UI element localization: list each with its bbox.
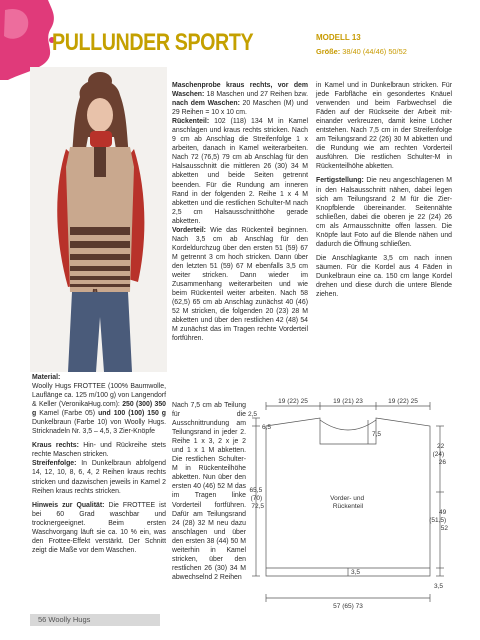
- dim-left-long-3: 72,5: [251, 503, 264, 510]
- piece-label-2: Rückenteil: [332, 503, 364, 510]
- rueckenteil-label: Rückenteil:: [172, 118, 210, 126]
- maschenprobe-text: 18 Maschen und 27 Reihen bzw.: [206, 91, 308, 99]
- hinweis-text: Die FROTTEE ist bei 60 Grad waschbar und trocknergeeignet. Beim ersten Waschvorgang läuft sie ca. 10 % ein, was den Frottee-Effekt verstärkt. Der Schnitt zeigt die Maße vor dem Waschen.: [32, 501, 166, 554]
- column-right: [316, 81, 452, 304]
- vorderteil-continued-text: Nach 7,5 cm ab Teilung für die Ausschnittrundung am Teilungsrand in jeder 2. Reihe 1 x 3, 2 x je 2 und 1 x 1 M abketten. Die restlichen Schulter-M in Rückenteilhöhe abketten. Nun über den ersten 40 (46) 52 M das im Tragen linke Vorderteil fortführen. Dafür am Teilungsrand 24 (28) 32 M neu dazu anschlagen und über den ersten 38 (44) 50 M weiterhin in Kamel stricken, über den restlichen 26 (30) 34 M abwechselnd 2 Reihen: [172, 402, 246, 581]
- material-text: Woolly Hugs FROTTEE (100% Baumwolle, Lauflänge ca. 125 m/100 g) von Langendorf & Keller (VeronikaHug.com):: [32, 383, 166, 409]
- kraus-section: [32, 441, 166, 495]
- fertigstellung-label: Fertigstellung:: [316, 177, 364, 185]
- column-middle: [172, 81, 308, 348]
- dim-armhole-1: 22: [436, 443, 445, 450]
- fertigstellung-section: [316, 176, 452, 248]
- model-number: MODELL 13: [316, 33, 361, 42]
- column-middle-continued: [172, 401, 246, 582]
- nach-waschen-text: 20 Maschen (M) und 29 Reihen = 10 x 10 cm.: [172, 100, 308, 117]
- dim-hem-right: 3,5: [434, 583, 444, 590]
- vorderteil-text: Wie das Rückenteil beginnen. Nach 3,5 cm ab Anschlag für den Kordeldurchzug über den ersten 51 (59) 67 M getrennt 3 cm hoch stricken. Dann über den letzten 51 (59) 67 M ebenfalls 3,5 cm weiter stricken. Dann wieder im Zusammenhang weiterarbeiten und wie beim Rückenteil weiter arbeiten. Nach 58 (62,5) 65 cm ab Anschlag zunächst 40 (46) 52 M stricken, die folgenden 20 (23) 28 M abketten und über den restlichen 42 (48) 54 M zunächst das im Tragen rechte Vorderteil fortführen.: [172, 226, 308, 343]
- dim-armhole: [433, 443, 447, 466]
- dim-left-mid: 6,5: [262, 424, 272, 431]
- dim-armhole-2: (24): [432, 451, 445, 458]
- amount-camel-rest: Kamel (Farbe 05): [39, 410, 96, 418]
- dim-right-long: [429, 509, 448, 532]
- footer-text: 56 Woolly Hugs: [38, 615, 91, 624]
- pattern-schematic: [248, 396, 450, 612]
- maschenprobe-section: [172, 81, 308, 343]
- dim-top-right: 19 (22) 25: [388, 398, 418, 405]
- nach-waschen-label: nach dem Waschen:: [172, 100, 240, 108]
- streifen-label: Streifenfolge:: [32, 460, 77, 468]
- dim-left-long-1: 65,5: [249, 487, 263, 494]
- maschenprobe-label: Maschenprobe kraus rechts, vor dem Waschen:: [172, 82, 308, 99]
- hinweis-section: [32, 501, 166, 555]
- dim-left-top: 2,5: [248, 411, 258, 418]
- model-photo: [30, 67, 167, 372]
- dim-top-mid: 19 (21) 23: [333, 398, 363, 405]
- dim-neck: 7,5: [372, 431, 382, 438]
- material-label: Material:: [32, 374, 61, 381]
- streifen-text: In Dunkelbraun abfolgend 14, 12, 10, 8, 6, 4, 2 Reihen kraus rechts stricken und dazwischen jeweils in Kamel 2 Reihen kraus rechts stricken.: [32, 460, 166, 495]
- amount-brown-rest: Dunkelbraun (Farbe 10) von Woolly Hugs. Stricknadeln Nr. 3,5 – 4,5, 3 Zier-Knöpfe: [32, 419, 166, 436]
- dim-top-left: 19 (22) 25: [278, 398, 308, 405]
- kordel-text: Die Anschlagkante 3,5 cm nach innen säumen. Für die Kordel aus 4 Fäden in Dunkelbraun eine ca. 150 cm lange Kordel drehen und diese durch die untere Blende ziehen.: [316, 254, 452, 299]
- dim-right-long-2: (51,5): [429, 517, 447, 524]
- size-value: 38/40 (44/46) 50/52: [342, 47, 407, 56]
- page-title: PULLUNDER SPORTY: [52, 29, 254, 56]
- vorderteil-label: Vorderteil:: [172, 226, 206, 234]
- kraus-label: Kraus rechts:: [32, 442, 79, 450]
- material-section: [32, 373, 166, 436]
- size-label: Größe:: [316, 47, 341, 56]
- amount-brown: und 100 (100) 150 g: [98, 410, 167, 418]
- dim-armhole-3: 26: [438, 459, 446, 466]
- column-left: [32, 373, 166, 560]
- column3-text: in Kamel und in Dunkelbraun stricken. Für jede Farbfläche ein gesondertes Knäuel verwenden und beim Farbwechsel die Fäden auf der Rückseite der Arbeit mit-einander verkreuzen, damit keine Löcher entstehen. Nach 7,5 cm in der Streifenfolge am Teilungsrand 22 (26) 30 M abketten und die Rundung wie am rechten Vorderteil ausführen. Die restlichen Schulter-M in Rückenteilhöhe abketten.: [316, 82, 452, 171]
- rueckenteil-text: 102 (118) 134 M in Kamel anschlagen und kraus rechts stricken. Nach 9 cm ab Anschlag die Streifenfolge 1 x arbeiten, danach in Kamel weiterarbeiten. Nach 72 (76,5) 79 cm ab Anschlag für den Halsausschnitt die mittleren 26 (30) 34 M abketten und beide Seiten getrennt beenden. Für die Rundung am inneren Rand in der folgenden 2. Reihe 1 x 4 M abketten und die restlichen Schulter-M nach 2,5 cm Halsausschnitthöhe gerade abketten.: [172, 118, 309, 225]
- dim-right-long-3: 52: [440, 525, 448, 532]
- dim-bottom: 57 (65) 73: [333, 603, 363, 610]
- hinweis-label: Hinweis zur Qualität:: [32, 501, 105, 509]
- amount-camel: 250 (300) 350 g: [32, 401, 166, 418]
- page-footer: [30, 614, 160, 626]
- dim-right-long-1: 49: [438, 509, 447, 516]
- dim-left-long-2: (70): [250, 495, 263, 502]
- piece-label-1: Vorder- und: [330, 495, 365, 502]
- fertigstellung-text: Die neu angeschlagenen M in den Halsausschnitt nähen, dabei legen sich am Teilungsrand 2 M für die Zier-Knopfblende übereinander. Seitennähte schließen, dabei die oberen je 22 (24) 26 cm als Armausschnitte offen lassen. Die Knöpfe laut Foto auf die Blende nähen und dadurch die Öffnung schließen.: [316, 177, 452, 248]
- dim-hem-inner: 3,5: [351, 569, 361, 576]
- size-info: [316, 47, 407, 56]
- piece-label: [330, 495, 366, 510]
- dim-left-long: [250, 487, 265, 510]
- kraus-text: Hin- und Rückreihe stets rechte Maschen stricken.: [32, 442, 166, 459]
